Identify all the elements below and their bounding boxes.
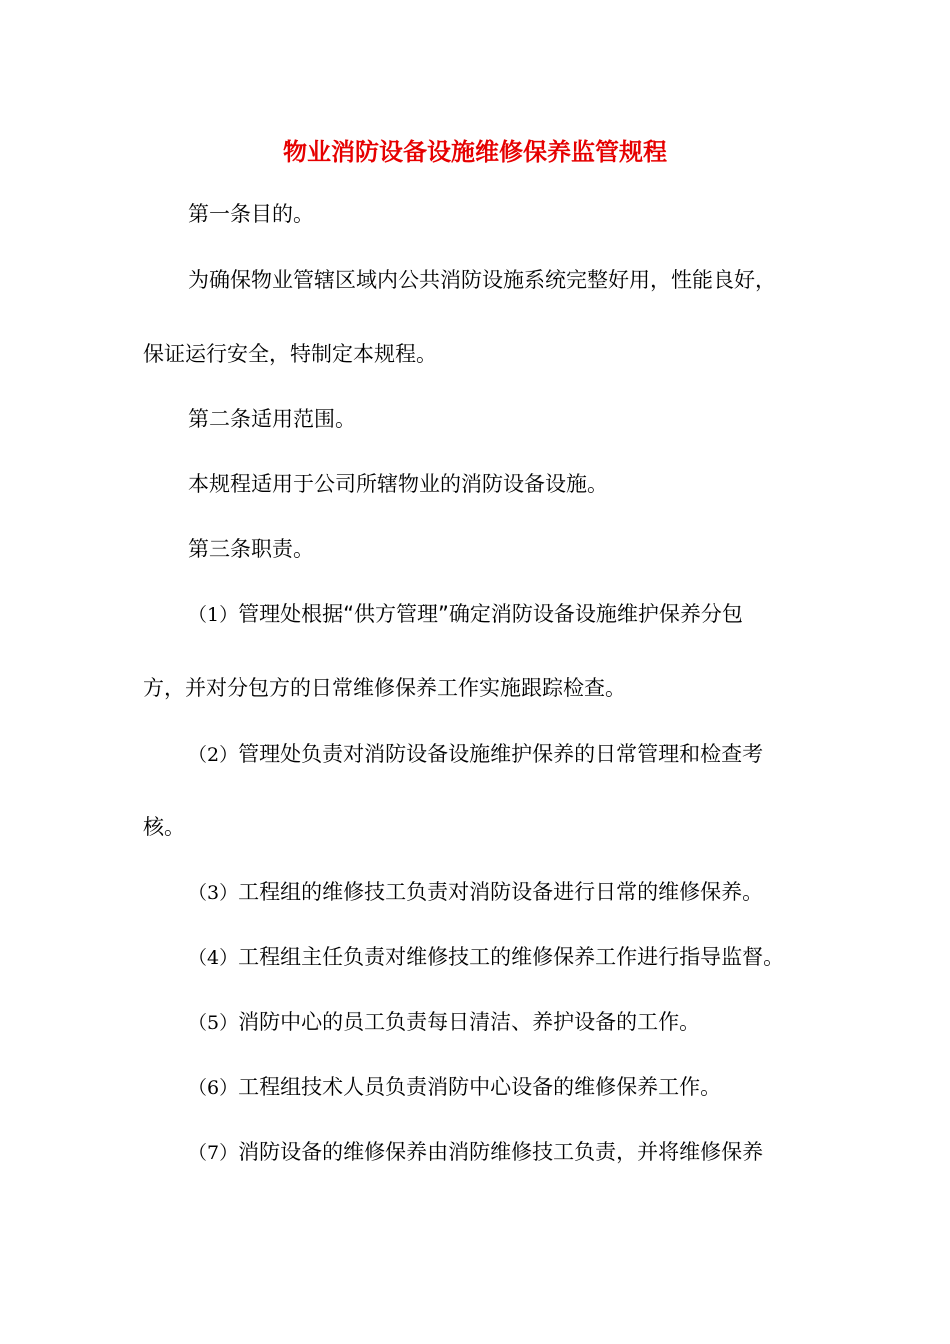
item-4-text: 工程组主任负责对维修技工的维修保养工作进行指导监督。 <box>238 945 785 969</box>
item-number-2: （2） <box>188 744 239 766</box>
duty-item-1-line-1 <box>188 597 743 632</box>
duty-item-2-line-1 <box>188 737 763 772</box>
article-1-heading: 第一条目的。 <box>188 202 314 226</box>
item-number-4: （4） <box>188 947 239 969</box>
duty-item-4 <box>188 940 784 975</box>
article-2-heading: 第二条适用范围。 <box>188 407 356 431</box>
duty-item-2-line-2: 核。 <box>143 815 185 839</box>
article-1-text-line-1: 为确保物业管辖区域内公共消防设施系统完整好用，性能良好， <box>188 268 776 292</box>
article-2-text: 本规程适用于公司所辖物业的消防设备设施。 <box>188 472 608 496</box>
item-5-text: 消防中心的员工负责每日清洁、养护设备的工作。 <box>238 1010 701 1034</box>
item-7-text: 消防设备的维修保养由消防维修技工负责，并将维修保养 <box>238 1140 764 1164</box>
duty-item-5 <box>188 1005 700 1040</box>
item-2-text: 管理处负责对消防设备设施维护保养的日常管理和检查考 <box>238 742 764 766</box>
item-number-1: （1） <box>188 604 239 626</box>
item-1-text: 管理处根据“供方管理”确定消防设备设施维护保养分包 <box>238 602 743 626</box>
article-1-text-line-2: 保证运行安全，特制定本规程。 <box>143 342 437 366</box>
duty-item-1-line-2: 方，并对分包方的日常维修保养工作实施跟踪检查。 <box>143 676 626 700</box>
item-3-text: 工程组的维修技工负责对消防设备进行日常的维修保养。 <box>238 880 764 904</box>
duty-item-3 <box>188 875 763 910</box>
item-number-6: （6） <box>188 1077 239 1099</box>
article-3-heading: 第三条职责。 <box>188 537 314 561</box>
item-number-3: （3） <box>188 882 239 904</box>
item-6-text: 工程组技术人员负责消防中心设备的维修保养工作。 <box>238 1075 722 1099</box>
document-title: 物业消防设备设施维修保养监管规程 <box>283 138 667 166</box>
duty-item-7 <box>188 1135 763 1170</box>
item-number-5: （5） <box>188 1012 239 1034</box>
item-number-7: （7） <box>188 1142 239 1164</box>
duty-item-6 <box>188 1070 721 1105</box>
